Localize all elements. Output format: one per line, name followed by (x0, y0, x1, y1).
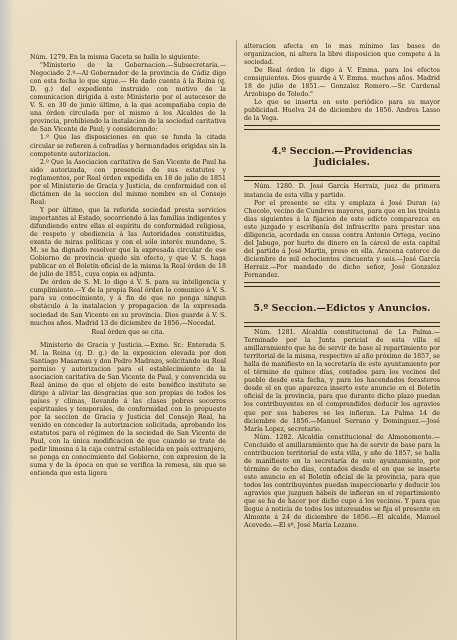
section-5-title: 5.º Seccion.—Edictos y Anuncios. (253, 303, 431, 315)
paragraph: Núm. 1279. En la misma Gaceta se halla lo siguiente: (30, 54, 200, 61)
column-divider (236, 40, 237, 640)
paragraph: Y por último, que la referida sociedad presta servicios importantes al Estado, socorriendo á las familias indigentes y difundiendo entre ellas el espíritu de conformidad religiosa, de respeto y obediencia á las Autoridades constituidas, exenta de miras políticas y con el sólo interés mundano, S. M. se ha dignado resolver que la expresada circular de ese Gobierno de provincia quede sin efecto, y que V. S. haga publicar en el Boletín oficial de la misma la Real órden de 18 de julio de 1851, cuya copia es adjunta. (30, 206, 226, 279)
center-heading: Real órden que se cita. (91, 328, 165, 336)
paragraph: Núm. 1280. D. José García Herraiz, juez de primera instancia de esta villa y partido. (244, 183, 440, 199)
paragraph: "Ministerio de la Gobernacion.—Subsecretaría.—Negociado 2.º—Al Gobernador de la provincia de Cádiz digo con esta fecha lo que sigue.— He dado cuenta á la Reina (q. D. g.) del expediente instruido con motivo de la comunicacion dirigida á este Ministerio por el autecesor de V. S. en 30 de junio último, á la que acompañaba copia de una órden circulada por el mismo á los Alcaldes de la provincia, prohibiendo la instalacion de la sociedad caritativa de San Vicente de Paul; y considerando: (30, 62, 226, 134)
paragraph: Por el presente se cita y emplaza á José Duran (a) Chocolo, vecino de Cumbres mayores, para que en los treinta dias siguientes á la fijacion de este edicto comparezca en este juzgado y escribanía del infrascrito para prestar una diligencia, acordada en causa contra Antonio Ortega, vecino del Jabugo, por hurto de dinero en la cárcel de esta capital del partido á José Martin, preso en ella. Aracena catorce de diciembre de mil ochocientos cincuenta y seis.—José García Herraiz.—Por mandado de dicho señor, José Gonzalez Fernandez. (244, 199, 440, 279)
paragraph: alteracion afecta en lo mas mínimo las bases de organizacion, ni altera la libre disposicion que compete á la sociedad. (244, 43, 440, 67)
paragraph: De órden de S. M. lo digo á V. S. para su inteligencia y cumplimiento.—Y de la propia Real órden lo comunico á V. S. para su conocimiento, y á fin de que no ponga ningun obstáculo á la instalacion y propagacion de la expresada sociedad de San Vicente en su provincia. Dios guarde á V. S. muchos años. Madrid 13 de diciembre de 1856.—Nocedal. (30, 279, 226, 327)
paragraph: Ministerio de Gracia y Justicia.—Exmo. Sr.: Enterada S. M. la Reina (q. D. g.) de la exposicion elevada por don Santiago Masarnau y don Pedro Madrazo, solicitando su Real permiso y autorizacion para el establecimiento de la asociacion caritativa de San Vicente de Paul, y convencida su Real ánimo de que el objeto de este benéfico instituto se dirige á aliviar las desgracias que son propias de todos los países y climas, llevando á las clases pobres socorros espirituales y temporales, de conformidad con lo propuesto por la seccion de Gracia y Justicia del Consejo Real, ha venido en conceder la autorizacion solicitada, aprobando los estatutos para el régimen de la sociedad de San Vicente de Paul, con la única modificacion de que cuando se trate de pedir limosna á la caja central establecida en país extranjero, se ponga en conocimiento del Gobierno, con expresion de la suma y de la época en que se verifica la remesa, sin que se entienda que esta ligera (30, 341, 226, 478)
paragraph: Lo que se inserta en este periódico para su mayor publicidad. Huelva 24 de diciembre de 1856. Andres Lasso de la Vega. (244, 99, 440, 123)
section-rule (244, 322, 440, 327)
section-rule (244, 282, 440, 287)
left-column (30, 54, 226, 478)
paragraph: 2.º Que la Asociacion caritativa de San Vicente de Paul ha sido autorizada, con presencia de sus estatutos y reglamentos, por Real órden expedida en 18 de julio de 1851 por el Ministerio de Gracia y Justicia, de conformidad con el dictámen de la seccion del mismo nombre en el Consejo Real: (30, 158, 226, 206)
paragraph: Núm. 1281. Alcaldía constitucional de La Palma.—Terminado por la Junta pericial de esta villa el amillaramiento que ha de servir de base al repartimiento por territorial de la misma, respectivo al año próximo de 1857, se halla de manifiesto en la secretaría de este ayuntamiento por el término de quince días, contados para los vecinos del pueblo desde esta fecha, y para los hacendados forasteros desde el en que aparezca inserto este anuncio en el Boletín oficial de la provincia, para que durante dicho plazo puedan los contribuyentes en el comprendidos deducir los agravios que por sus haberes se les infieran. La Palma 14 de diciembre de 1856.—Manuel Serrano y Dominguez.—José María Lopez, secretario. (244, 329, 440, 433)
paragraph: 1.º Que las disposiciones en que se funda la citada circular se refieren á cofradías y hermandades erigidas sin la competente autorizacion. (30, 134, 226, 158)
paragraph: Núm. 1282. Alcaldía constitucional de Almonomonte.—Concluido el amillaramiento que ha de servir de base para la contribucion territorial de esta villa, y año de 1857, se halla de manifiesto en la secretaría de este ayuntamiento, por término de ocho días, contados desde el en que se inserte este anuncio en el Boletín oficial de la provincia, para que todos los contribuyentes puedan inspeccionarlo y deducir los agravios que juzguen hábeis de infieran en el repartimiento que se ha de hacer por dicho cupo á los vecinos. Y para que llegue á noticia de todos los interesados se fija el presente en Almonte á 24 de diciembre de 1856.—El alcalde, Manuel Acevedo.—El sº, José María Lozano. (244, 433, 440, 530)
section-4-title: 4.º Seccion.—Providencias Judiciales. (271, 146, 413, 169)
right-column (244, 43, 440, 530)
section-rule (244, 176, 440, 181)
section-rule (244, 125, 440, 130)
paragraph: De Real órden lo digo á V. Emma. para los efectos consiguientes. Dios guarde á V. Emma. muchos años. Madrid 18 de julio de 1851.— Gonzalez Romero.—Sr. Cardenal Arzobispo de Toledo." (244, 67, 440, 99)
page-stain (0, 0, 14, 640)
